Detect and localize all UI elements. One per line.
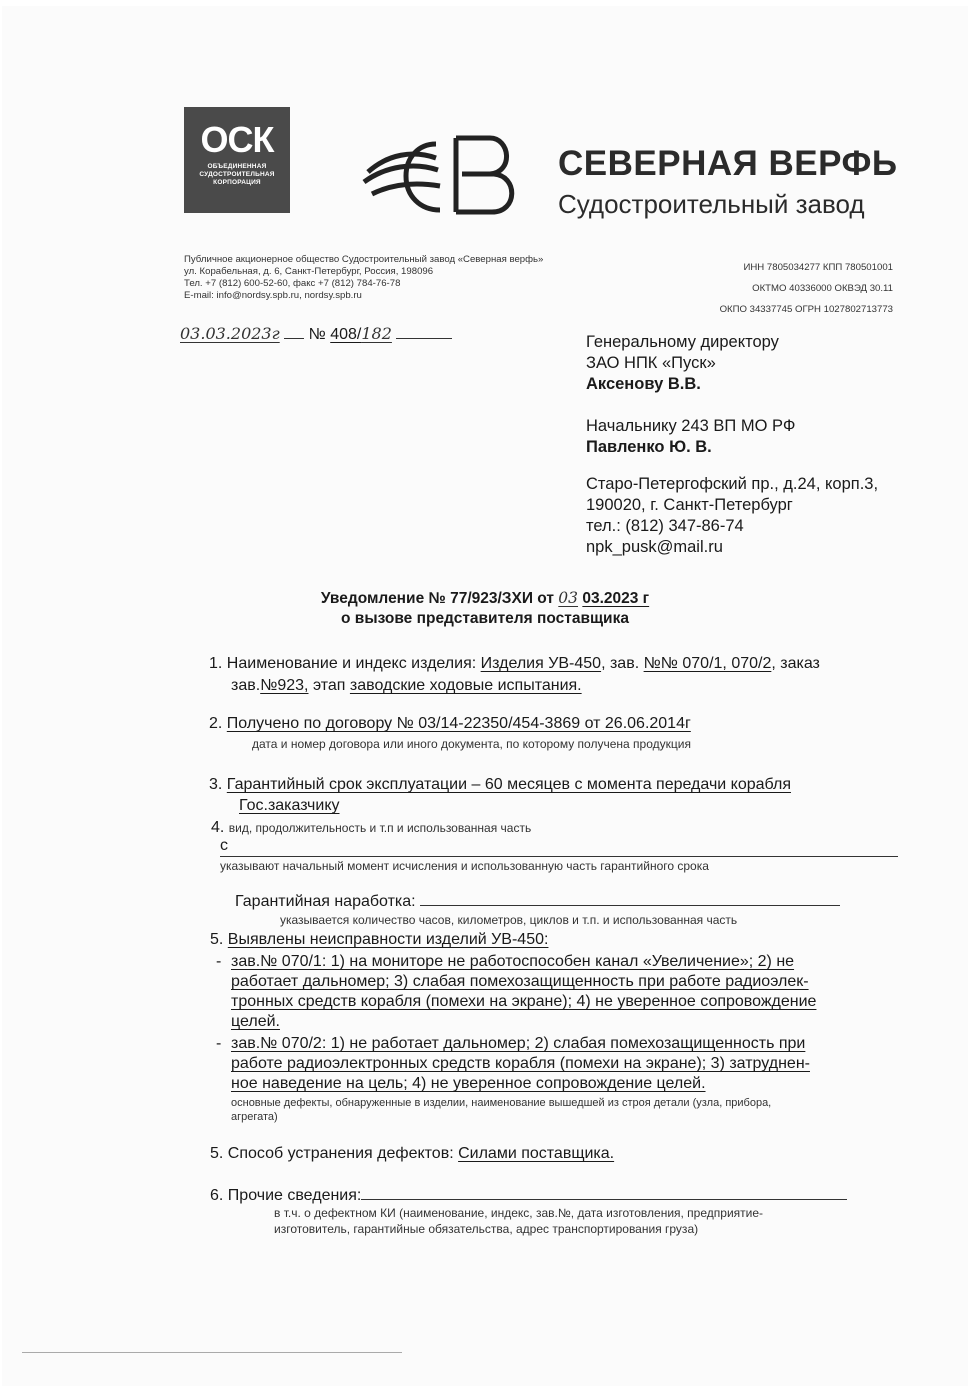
- item-2-contract: Получено по договору № 03/14-22350/454-3869 от 26.06.2014г: [226, 715, 691, 732]
- item-number: 5.: [210, 1145, 224, 1162]
- outgoing-number: [180, 324, 452, 344]
- warranty-run-note: указывается количество часов, километров, циклов и т.п. и использованная часть: [280, 913, 738, 927]
- item-1-text: , зав.: [601, 655, 640, 672]
- addressee-line: Начальнику 243 ВП МО РФ: [586, 417, 796, 435]
- codes-line: ОКПО 34337745 ОГРН 1027802713773: [719, 304, 893, 315]
- addressee-line: 190020, г. Санкт-Петербург: [586, 496, 793, 514]
- item-1-stage: заводские ходовые испытания.: [349, 677, 582, 694]
- defect-dash: -: [216, 953, 222, 970]
- addressee-line: Аксенову В.В.: [586, 375, 701, 393]
- addressee-block-1: [586, 332, 779, 395]
- defect-line: зав.№ 070/2: 1) не работает дальномер; 2) слабая помехозащищенность при: [231, 1035, 806, 1052]
- defect-line: целей.: [231, 1013, 280, 1030]
- item-4-from: с: [220, 837, 228, 854]
- item-1-product: Изделия УВ-450: [480, 655, 602, 672]
- item-number: 5.: [210, 931, 224, 948]
- item-1: [209, 654, 909, 674]
- item-3: [209, 775, 909, 795]
- document-page: [2, 6, 968, 1386]
- item-4: [211, 818, 531, 838]
- addressee-block-2: [586, 416, 795, 458]
- defect-line: работает дальномер; 3) слабая помехозащищенность при работе радиоэлек-: [231, 973, 809, 990]
- item-2: [209, 714, 691, 734]
- defect-line: зав.№ 070/1: 1) на мониторе не работоспособен канал «Увеличение»; 2) не: [231, 953, 795, 970]
- item-1-text: этап: [308, 677, 350, 694]
- item-1-line2: [231, 676, 582, 696]
- item-4-label: вид, продолжительность и т.п и использованная часть: [228, 821, 532, 835]
- addressee-line: Павленко Ю. В.: [586, 438, 712, 456]
- item-5-heading: Выявлены неисправности изделий УВ-450:: [227, 931, 549, 948]
- elimination-label: Способ устранения дефектов:: [227, 1145, 454, 1162]
- item-1-text: зав.: [231, 677, 261, 694]
- elimination-value: Силами поставщика.: [458, 1145, 615, 1162]
- item-number: 3.: [209, 776, 223, 793]
- defect-dash: -: [216, 1035, 222, 1052]
- item-4-note: указывают начальный момент исчисления и использованную часть гарантийного срока: [220, 859, 709, 873]
- item-number: 4.: [211, 819, 225, 836]
- addressee-line: тел.: (812) 347-86-74: [586, 517, 744, 535]
- defect-line: ное наведение на цель; 4) не уверенное сопровождение целей.: [231, 1075, 706, 1092]
- other-label: Прочие сведения:: [227, 1187, 362, 1204]
- address-line: E-mail: info@nordsy.spb.ru, nordsy.spb.ru: [184, 290, 362, 301]
- item-number: 2.: [209, 715, 223, 732]
- item-number: 1.: [209, 655, 223, 672]
- defects-070-1: [231, 952, 911, 1032]
- note-line: в т.ч. о дефектном КИ (наименование, индекс, зав.№, дата изготовления, предприятие-: [274, 1206, 764, 1220]
- outgoing-no-prefix: 408/: [330, 326, 362, 343]
- outgoing-date: 03.03.2023г: [180, 324, 280, 343]
- brand-name: СЕВЕРНАЯ ВЕРФЬ: [558, 144, 898, 183]
- item-1-text: , заказ: [771, 655, 820, 672]
- defects-070-2: [231, 1034, 911, 1094]
- other-note: [274, 1205, 763, 1237]
- outgoing-no-suffix: 182: [361, 324, 392, 343]
- item-other: [210, 1186, 847, 1206]
- notice-subtitle: о вызове представителя поставщика: [341, 610, 629, 627]
- title-day: 03: [558, 589, 579, 607]
- title-prefix: Уведомление № 77/923/ЗХИ от: [320, 590, 554, 607]
- address-line: ул. Корабельная, д. 6, Санкт-Петербург, Россия, 198096: [184, 266, 434, 277]
- note-line: агрегата): [231, 1111, 278, 1123]
- item-elimination: [210, 1144, 614, 1164]
- company-codes: [720, 257, 893, 320]
- title-month-year: 03.2023 г: [582, 590, 650, 607]
- warranty-run-label: Гарантийная наработка:: [235, 893, 416, 910]
- osk-logo-letters: ОСК: [200, 119, 274, 160]
- sender-address: [184, 254, 543, 302]
- osk-logo: [184, 107, 290, 213]
- defect-line: тронных средств корабля (помехи на экране); 4) не уверенное сопровождение: [231, 993, 817, 1010]
- notice-title: [2, 589, 968, 608]
- defect-line: работе радиоэлектронных средств корабля (помехи на экране); 3) затруднен-: [231, 1055, 810, 1072]
- item-1-label: Наименование и индекс изделия:: [226, 655, 477, 672]
- item-number: 6.: [210, 1187, 224, 1204]
- addressee-line: Генеральному директору: [586, 333, 779, 351]
- severnaya-verf-emblem-icon: [358, 124, 528, 224]
- footer-divider: [22, 1352, 402, 1353]
- addressee-line: ЗАО НПК «Пуск»: [586, 354, 716, 372]
- note-line: изготовитель, гарантийные обязательства, адрес транспортирования груза): [274, 1222, 699, 1236]
- outgoing-no-label: №: [308, 326, 326, 343]
- codes-line: ОКТМО 40336000 ОКВЭД 30.11: [752, 283, 893, 294]
- item-5: [210, 930, 548, 950]
- item-5-note: [231, 1096, 771, 1124]
- addressee-block-3: [586, 474, 878, 558]
- osk-logo-caption: ОБЪЕДИНЕННАЯ СУДОСТРОИТЕЛЬНАЯ КОРПОРАЦИЯ: [199, 163, 275, 186]
- addressee-line: npk_pusk@mail.ru: [586, 538, 723, 556]
- item-1-serials: №№ 070/1, 070/2: [643, 655, 772, 672]
- item-3-warranty: Гарантийный срок эксплуатации – 60 месяцев с момента передачи корабля: [226, 776, 791, 793]
- codes-line: ИНН 7805034277 КПП 780501001: [743, 262, 893, 273]
- brand-subtitle: Судостроительный завод: [558, 189, 865, 219]
- address-line: Публичное акционерное общество Судостроительный завод «Северная верфь»: [184, 254, 544, 265]
- item-2-note: дата и номер договора или иного документа, по которому получена продукция: [252, 737, 691, 751]
- item-1-order: №923,: [260, 677, 309, 694]
- addressee-line: Старо-Петергофский пр., д.24, корп.3,: [586, 475, 879, 493]
- warranty-run: [235, 892, 840, 912]
- item-3-line2: Гос.заказчику: [239, 797, 340, 814]
- item-4-field: [220, 836, 898, 857]
- note-line: основные дефекты, обнаруженные в изделии, наименование вышедшей из строя детали (узла, прибора,: [231, 1097, 772, 1109]
- address-line: Тел. +7 (812) 600-52-60, факс +7 (812) 784-76-78: [184, 278, 401, 289]
